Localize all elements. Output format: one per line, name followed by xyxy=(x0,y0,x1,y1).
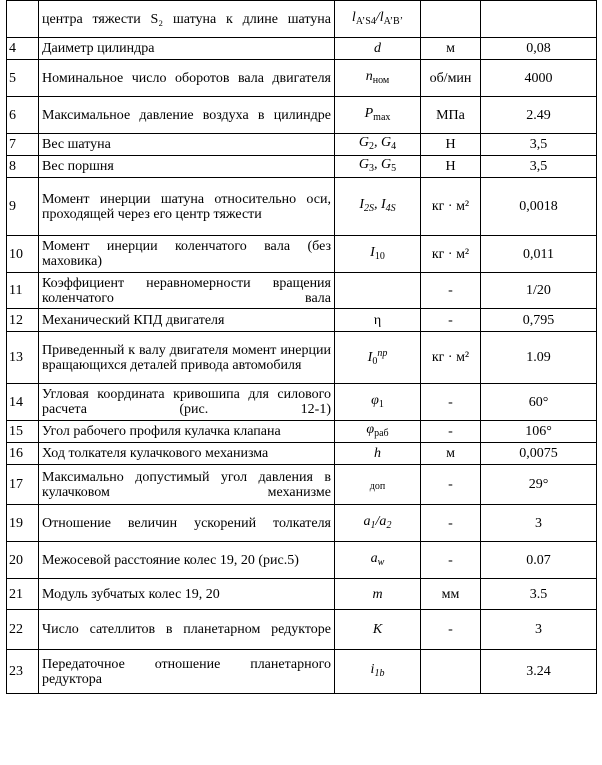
table-row xyxy=(7,465,597,505)
parameter-symbol: d xyxy=(335,38,421,60)
row-number xyxy=(7,1,39,38)
table-row xyxy=(7,309,597,332)
table-row xyxy=(7,332,597,384)
table-row xyxy=(7,610,597,650)
parameter-unit: м xyxy=(421,38,481,60)
parameter-name: Угол рабочего профиля кулачка клапана xyxy=(39,421,335,443)
row-number: 7 xyxy=(7,134,39,156)
parameter-name: Коэффициент неравномерности вращения коленчатого вала xyxy=(39,273,335,309)
parameter-symbol xyxy=(335,273,421,309)
parameter-value xyxy=(481,1,597,38)
parameter-name: Момент инерции шатуна относительно оси, проходящей через его центр тяжести xyxy=(39,178,335,236)
parameter-value: 0,08 xyxy=(481,38,597,60)
row-number: 21 xyxy=(7,579,39,610)
parameter-unit xyxy=(421,650,481,694)
row-number: 9 xyxy=(7,178,39,236)
parameters-table xyxy=(6,0,597,694)
table-row xyxy=(7,134,597,156)
parameter-unit: - xyxy=(421,465,481,505)
parameter-name: Вес шатуна xyxy=(39,134,335,156)
parameter-symbol: $l_{A’S4}/l_{A’B’}$ xyxy=(335,1,421,38)
row-number: 19 xyxy=(7,505,39,542)
parameter-symbol: $G_3$, $G_5$ xyxy=(335,156,421,178)
row-number: 15 xyxy=(7,421,39,443)
parameter-value: 0,0075 xyxy=(481,443,597,465)
parameter-symbol: h xyxy=(335,443,421,465)
table-row xyxy=(7,579,597,610)
parameter-unit: об/мин xyxy=(421,60,481,97)
parameters-table-body xyxy=(7,1,597,694)
row-number: 6 xyxy=(7,97,39,134)
table-row xyxy=(7,236,597,273)
row-number: 20 xyxy=(7,542,39,579)
parameter-symbol: $G_2$, $G_4$ xyxy=(335,134,421,156)
parameter-name: Угловая координата кривошипа для силового расчета (рис. 12-1) xyxy=(39,384,335,421)
parameter-value: 0.07 xyxy=(481,542,597,579)
parameter-unit: МПа xyxy=(421,97,481,134)
parameter-symbol: $P_{max}$ xyxy=(335,97,421,134)
row-number: 14 xyxy=(7,384,39,421)
row-number: 13 xyxy=(7,332,39,384)
parameter-value: 106° xyxy=(481,421,597,443)
parameter-name: Номинальное число оборотов вала двигателя xyxy=(39,60,335,97)
parameter-value: 3,5 xyxy=(481,156,597,178)
parameter-unit: - xyxy=(421,542,481,579)
row-number: 17 xyxy=(7,465,39,505)
parameter-value: 2.49 xyxy=(481,97,597,134)
parameter-value: 0,0018 xyxy=(481,178,597,236)
parameter-name: Вес поршня xyxy=(39,156,335,178)
parameter-name: Ход толкателя кулачкового механизма xyxy=(39,443,335,465)
parameter-symbol: $n_{ном}$ xyxy=(335,60,421,97)
parameter-unit: м xyxy=(421,443,481,465)
row-number: 5 xyxy=(7,60,39,97)
parameter-unit: Н xyxy=(421,134,481,156)
row-number: 8 xyxy=(7,156,39,178)
parameter-unit: - xyxy=(421,505,481,542)
parameter-symbol: $i_{1b}$ xyxy=(335,650,421,694)
table-row xyxy=(7,1,597,38)
parameter-unit: мм xyxy=(421,579,481,610)
parameter-symbol: $a_1/a_2$ xyxy=(335,505,421,542)
parameter-name: Межосевой расстояние колес 19, 20 (рис.5) xyxy=(39,542,335,579)
parameter-symbol: $I_{10}$ xyxy=(335,236,421,273)
parameter-name: Максимальное давление воздуха в цилиндре xyxy=(39,97,335,134)
table-row xyxy=(7,38,597,60)
parameter-symbol: $I_{2S}$, $I_{4S}$ xyxy=(335,178,421,236)
row-number: 4 xyxy=(7,38,39,60)
parameter-value: 3 xyxy=(481,505,597,542)
parameter-value: 4000 xyxy=(481,60,597,97)
parameter-name: Механический КПД двигателя xyxy=(39,309,335,332)
parameter-unit: - xyxy=(421,610,481,650)
row-number: 10 xyxy=(7,236,39,273)
parameter-name: Максимально допустимый угол давления в кулачковом механизме xyxy=(39,465,335,505)
parameter-symbol: $\varphi_{раб}$ xyxy=(335,421,421,443)
parameter-symbol: K xyxy=(335,610,421,650)
table-row xyxy=(7,156,597,178)
row-number: 11 xyxy=(7,273,39,309)
parameter-symbol: $\varphi_1$ xyxy=(335,384,421,421)
table-row xyxy=(7,505,597,542)
row-number: 23 xyxy=(7,650,39,694)
parameter-symbol: m xyxy=(335,579,421,610)
parameter-value: 1/20 xyxy=(481,273,597,309)
parameter-value: 3,5 xyxy=(481,134,597,156)
parameter-name: центра тяжести S₂ шатуна к длине шатуна xyxy=(39,1,335,38)
parameter-symbol: доп xyxy=(335,465,421,505)
parameter-unit: Н xyxy=(421,156,481,178)
parameter-unit: - xyxy=(421,273,481,309)
parameter-value: 60° xyxy=(481,384,597,421)
parameter-value: 1.09 xyxy=(481,332,597,384)
table-row xyxy=(7,178,597,236)
parameter-unit: - xyxy=(421,421,481,443)
table-row xyxy=(7,60,597,97)
row-number: 22 xyxy=(7,610,39,650)
parameter-value: 3.5 xyxy=(481,579,597,610)
parameter-name: Момент инерции коленчатого вала (без маховика) xyxy=(39,236,335,273)
parameter-symbol: η xyxy=(335,309,421,332)
parameter-unit xyxy=(421,1,481,38)
table-row xyxy=(7,542,597,579)
parameter-name: Число сателлитов в планетарном редукторе xyxy=(39,610,335,650)
parameter-unit: - xyxy=(421,384,481,421)
parameter-unit: кг · м² xyxy=(421,178,481,236)
row-number: 12 xyxy=(7,309,39,332)
parameter-value: 0,011 xyxy=(481,236,597,273)
table-row xyxy=(7,650,597,694)
parameter-value: 3 xyxy=(481,610,597,650)
parameter-unit: кг · м² xyxy=(421,236,481,273)
table-row xyxy=(7,421,597,443)
table-row xyxy=(7,97,597,134)
parameter-symbol: $a_w$ xyxy=(335,542,421,579)
parameter-unit: - xyxy=(421,309,481,332)
parameter-name: Приведенный к валу двигателя момент инерции вращающихся деталей привода автомобиля xyxy=(39,332,335,384)
parameter-value: 3.24 xyxy=(481,650,597,694)
table-row xyxy=(7,443,597,465)
table-row xyxy=(7,384,597,421)
parameter-name: Отношение величин ускорений толкателя xyxy=(39,505,335,542)
parameter-name: Даиметр цилиндра xyxy=(39,38,335,60)
parameter-name: Передаточное отношение планетарного редуктора xyxy=(39,650,335,694)
row-number: 16 xyxy=(7,443,39,465)
table-row xyxy=(7,273,597,309)
parameter-symbol: $I_0^{пр}$ xyxy=(335,332,421,384)
parameter-unit: кг · м² xyxy=(421,332,481,384)
parameter-value: 29° xyxy=(481,465,597,505)
parameter-value: 0,795 xyxy=(481,309,597,332)
parameter-name: Модуль зубчатых колес 19, 20 xyxy=(39,579,335,610)
